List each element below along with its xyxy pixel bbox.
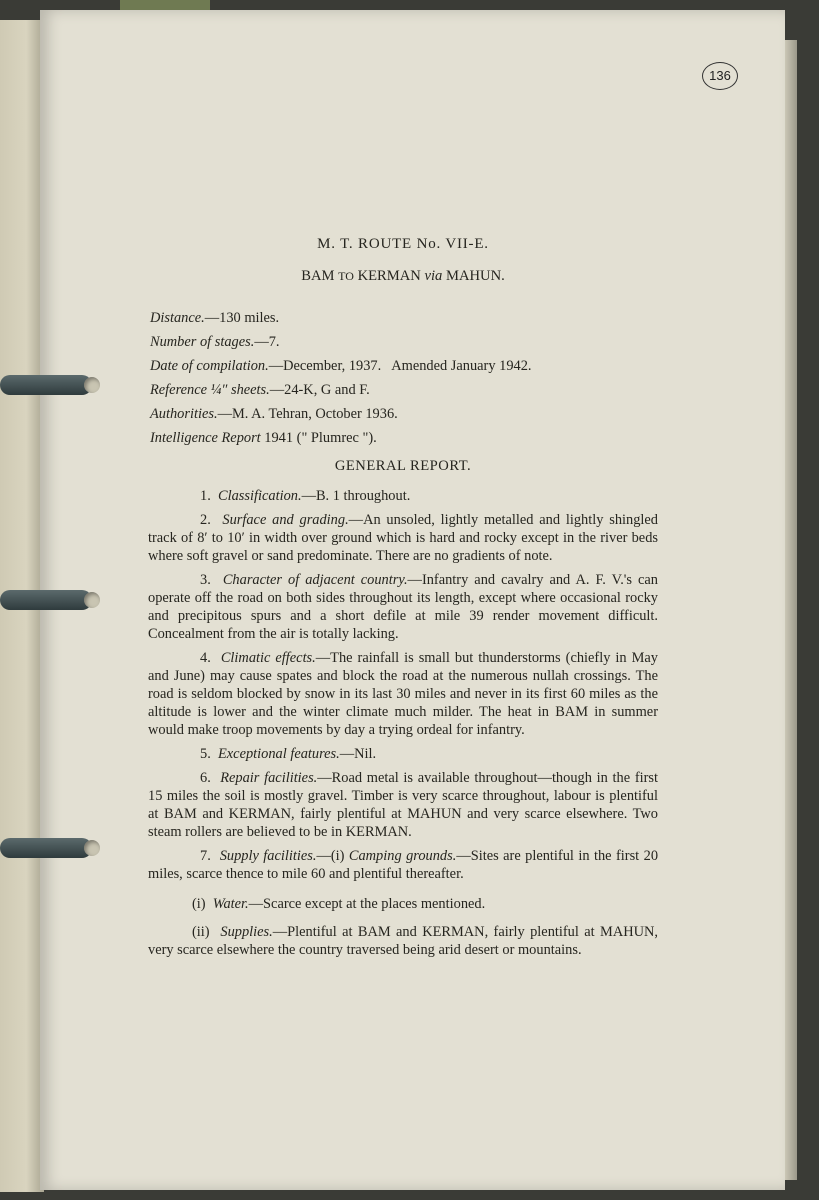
meta-distance: Distance.—130 miles. <box>150 310 280 326</box>
meta-intelligence: Intelligence Report 1941 (" Plumrec "). <box>150 430 377 446</box>
binding-hole-3 <box>84 840 100 856</box>
subpara-water: (i) Water.—Scarce except at the places mentioned. <box>192 896 486 912</box>
binding-cord-1 <box>0 375 92 395</box>
binding-cord-2 <box>0 590 92 610</box>
route-from: BAM <box>301 268 335 284</box>
route-subheading <box>148 267 658 285</box>
binding-cord-3 <box>0 838 92 858</box>
meta-reference: Reference ¼″ sheets.—24-K, G and F. <box>150 382 370 398</box>
meta-stages: Number of stages.—7. <box>150 334 280 350</box>
route-text <box>148 235 658 965</box>
route-via-place: MAHUN. <box>445 268 505 284</box>
para-repair: 6. Repair facilities.—Road metal is available throughout—though in the first 15 miles the soil is mostly gravel. Timber is very scarce throughout, labour is plentiful at BAM and KERMAN, fairly plentiful at MAHUN and very scarce elsewhere. Two steam rollers are believed to be in KERMAN. <box>148 770 659 840</box>
page-stack-edge <box>785 40 797 1180</box>
para-classification: 1. Classification.—B. 1 throughout. <box>200 488 411 504</box>
para-country: 3. Character of adjacent country.—Infantry and cavalry and A. F. V.'s can operate off the road on both sides throughout its length, except where occasional rocky and precipitous spurs and a short defile at mile 39 render movement difficult. Concealment from the air is totally lacking. <box>148 572 658 642</box>
route-via-word: via <box>424 268 443 284</box>
route-destination: KERMAN <box>357 268 421 284</box>
meta-date: Date of compilation.—December, 1937. Amended January 1942. <box>150 358 532 374</box>
binding-hole-1 <box>84 377 100 393</box>
general-report-heading: GENERAL REPORT. <box>334 458 472 474</box>
para-climatic: 4. Climatic effects.—The rainfall is small but thunderstorms (chiefly in May and June) may cause spates and block the road at the numerous nullah crossings. The road is seldom blocked by snow in its last 30 miles and never in its first 60 miles as the altitude is lower and the winter climate much milder. The heat in BAM in summer would make troop movements by day a trying ordeal for infantry. <box>148 650 658 738</box>
folio-number: 136 <box>702 62 738 90</box>
para-supply: 7. Supply facilities.—(i) Camping grounds.—Sites are plentiful in the first 20 miles, scarce thence to mile 60 and plentiful thereafter. <box>148 848 659 882</box>
route-metadata <box>148 309 658 447</box>
route-heading: M. T. ROUTE No. VII-E. <box>317 236 489 252</box>
binding-hole-2 <box>84 592 100 608</box>
meta-authorities: Authorities.—M. A. Tehran, October 1936. <box>150 406 398 422</box>
route-to-word: TO <box>338 269 354 283</box>
para-exceptional: 5. Exceptional features.—Nil. <box>200 746 377 762</box>
para-surface: 2. Surface and grading.—An unsoled, lightly metalled and lightly shingled track of 8′ to 10′ in width over ground which is hard and rocky except in the river beds where soft gravel or sand predominate. There are no gradients of note. <box>148 512 658 564</box>
subpara-supplies: (ii) Supplies.—Plentiful at BAM and KERMAN, fairly plentiful at MAHUN, very scarce elsewhere the country traversed being arid desert or mountains. <box>148 924 658 958</box>
